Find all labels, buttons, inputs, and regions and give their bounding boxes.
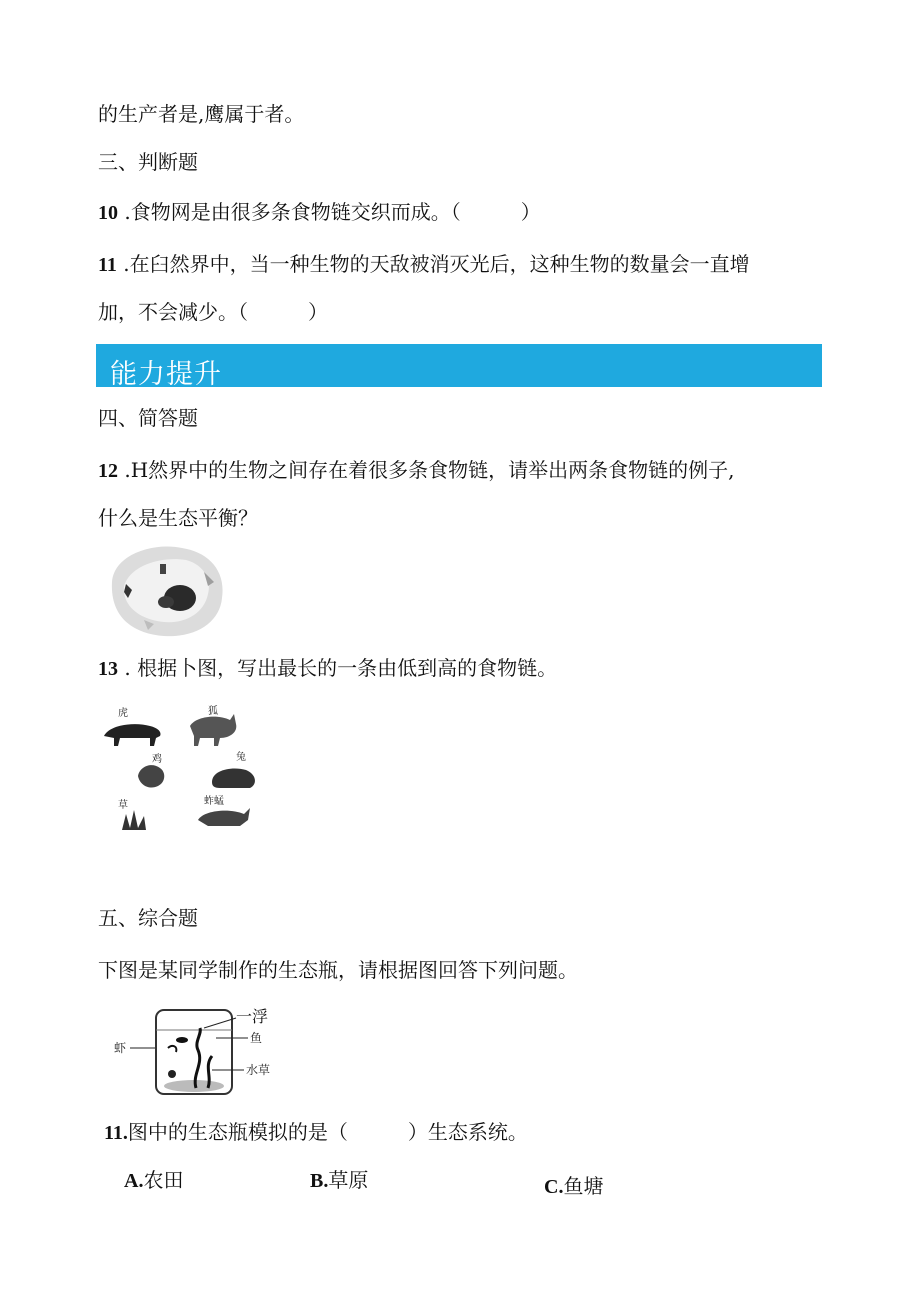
option-letter: A. (124, 1170, 144, 1192)
tiger-icon (104, 724, 161, 746)
shrimp-label: 虾 (114, 1041, 127, 1055)
food-web-image (104, 542, 228, 638)
section-heading-judgement: 三、判断题 (98, 150, 198, 174)
banner-title: 能力提升 (110, 359, 222, 390)
question-number: 11. (104, 1122, 128, 1144)
question-number: 13 (98, 658, 118, 680)
option-c (544, 1176, 603, 1197)
grass-label: 草 (118, 800, 128, 811)
question-13 (98, 658, 557, 679)
question-text: . 根据卜图，写出最长的一条由低到高的食物链。 (118, 656, 558, 680)
option-text: 草原 (328, 1168, 369, 1192)
option-text: 鱼塘 (563, 1174, 604, 1198)
question-text: .H然界中的生物之间存在着很多条食物链，请举出两条食物链的例子, (118, 458, 735, 482)
float-label: 一浮 (236, 1007, 269, 1026)
fish-label: 鱼 (250, 1031, 263, 1045)
question-12 (98, 460, 735, 481)
section-heading-comprehensive: 五、综合题 (98, 906, 198, 930)
text-line-producer: 的生产者是,鹰属于者。 (98, 102, 305, 126)
fish-icon (176, 1037, 188, 1043)
animals-image (100, 696, 270, 836)
question-11b (104, 1122, 528, 1143)
fox-icon (190, 714, 236, 746)
rabbit-icon (212, 769, 255, 789)
question-text: .食物网是由很多条食物链交织而成。（ ） (118, 200, 541, 224)
section-banner (96, 344, 822, 390)
bottle-intro: 下图是某同学制作的生态瓶，请根据图回答下列问题。 (98, 958, 578, 982)
rabbit-label: 兔 (236, 752, 246, 763)
question-number: 11 (98, 254, 117, 276)
question-number: 12 (98, 460, 118, 482)
tiger-label: 虎 (118, 708, 128, 719)
question-number: 10 (98, 202, 118, 224)
chicken-label: 鸡 (152, 754, 162, 765)
question-text: 图中的生态瓶模拟的是（ ）生态系统。 (127, 1120, 528, 1144)
option-letter: C. (544, 1176, 564, 1198)
option-a (124, 1170, 183, 1191)
question-12-continuation: 什么是生态平衡？ (98, 506, 258, 530)
question-11-continuation: 加，不会减少。（ ） (98, 300, 328, 324)
question-11 (98, 254, 750, 275)
question-text: .在臼然界中，当一种生物的天敌被消灭光后，这种生物的数量会一直增 (116, 252, 750, 276)
eco-bottle-image (112, 1004, 292, 1100)
chicken-icon (138, 765, 164, 787)
question-10 (98, 202, 541, 223)
option-letter: B. (310, 1170, 329, 1192)
option-b (310, 1170, 368, 1191)
grasshopper-icon (198, 808, 250, 826)
fox-label: 狐 (208, 706, 218, 717)
grasshopper-label: 蚱蜢 (204, 796, 224, 807)
waterweed-label: 水草 (246, 1063, 271, 1077)
section-heading-short-answer: 四、简答题 (98, 406, 198, 430)
option-text: 农田 (143, 1168, 184, 1192)
grass-icon (122, 810, 146, 830)
